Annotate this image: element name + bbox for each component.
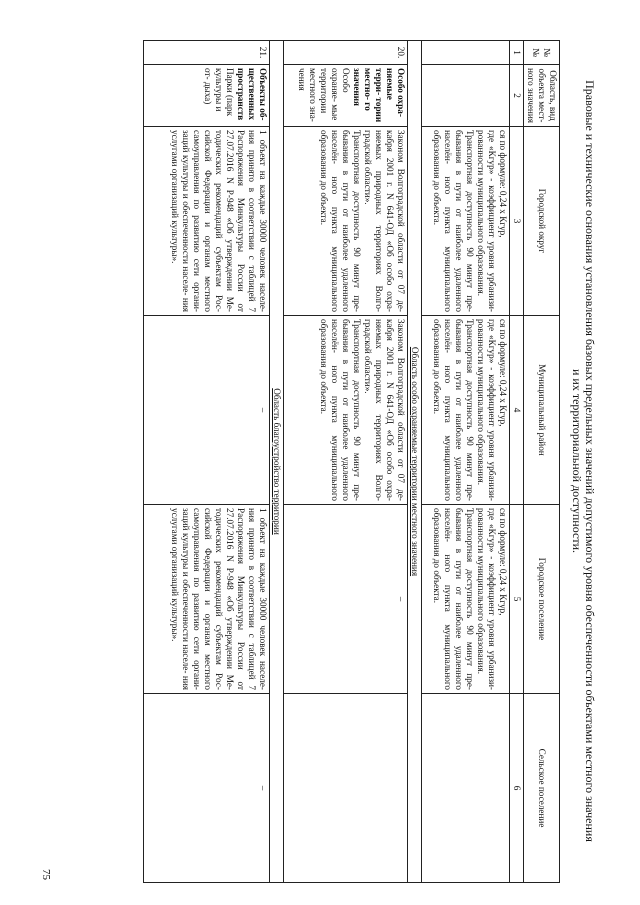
coefficient-text: где «Кгур» - коэффициент уровня урбанизи- рованности муниципального образования. [476,130,497,312]
area-subname: Особо охраняе- мые территории местного зна- чения [297,68,351,122]
title-line-2: и их территориальной доступности. [570,368,584,554]
cell-urban [422,505,510,694]
transport-text: Транспортная доступность 90 минут пре- бывания в пути от наиболее удаленного населён- ного пункта муниципального образования до объекта. [319,130,362,312]
table-row [144,41,270,883]
cell-city [422,127,510,316]
cell-empty [422,65,510,127]
title-line-1: Правовые и технические основания установления базовых предельных значений допустимого уровня обеспеченности объектами местного значения [583,80,597,842]
formula-text: ся по формуле: 0,24 х Кгур, [498,508,508,616]
cell-rural [284,694,408,883]
column-number-row [510,41,524,883]
col-number: 4 [510,316,524,505]
coefficient-text: где «Кгур» - коэффициент уровня урбанизи- рованности муниципального образования. [476,508,497,690]
header-num: № № [524,41,560,65]
cell-city: 1 объект на каждые 30000 человек населе- ния принято в соответствии с таблицей 7 Распоряжения Минкультуры России от 27.07.2016 N Р-948 «Об утверждении Ме- тодических рекомендаций субъектам Рос- сийской Федерации и органам местного самоуправления по развитию сети органи- заций культуры и обеспеченности населе- ния услугами организаций культуры». [144,127,270,316]
header-row [524,41,560,883]
header-urban: Городское поселение [524,505,560,694]
section-row [270,41,284,883]
area-subname: Парки (парк культуры и от- дыха) [203,68,235,117]
cell-district [284,316,408,505]
cell-city [284,127,408,316]
header-area: Область, вид объекта мест- ного значения [524,65,560,127]
law-text: Законом Волгоградской области от 07 де- кабря 2001 г. N 641-ОД «Об особо охра- няемых природных территориях Волго- градской области». [363,319,406,501]
cell-rural: – [144,694,270,883]
col-number: 3 [510,127,524,316]
cell-rural [422,694,510,883]
formula-text: ся по формуле: 0,24 х Кгур, [498,130,508,238]
cell-district [422,316,510,505]
col-number: 1 [510,41,524,65]
cell-urban: 1 объект на каждые 30000 человек населе- ния принято в соответствии с таблицей 7 Распоряжения Минкультуры России от 27.07.2016 N Р-948 «Об утверждении Ме- тодических рекомендаций субъектам Рос- сийской Федерации и органам местного самоуправления по развитию сети органи- заций культуры и обеспеченности населе- ния услугами организаций культуры». [144,505,270,694]
section-heading: Область благоустройство территории [270,41,284,883]
document-title [570,40,596,882]
table-row [284,41,408,883]
cell-area [284,65,408,127]
transport-text: Транспортная доступность 90 минут пре- бывания в пути от наиболее удаленного населён- ного пункта муниципального образования до объекта. [319,319,362,501]
section-row [408,41,422,883]
col-number: 6 [510,694,524,883]
header-district: Муниципальный район [524,316,560,505]
row-number: 21. [144,41,270,65]
col-number: 5 [510,505,524,694]
coefficient-text: где «Кгур» - коэффициент уровня урбанизи- рованности муниципального образования. [476,319,497,501]
table-row-continued [422,41,510,883]
transport-text: Транспортная доступность 90 минут пре- бывания в пути от наиболее удаленного населён- ного пункта муниципального образования до объекта. [432,319,475,501]
transport-text: Транспортная доступность 90 минут пре- бывания в пути от наиболее удаленного населён- ного пункта муниципального образования до объекта. [432,508,475,690]
transport-text: Транспортная доступность 90 минут пре- бывания в пути от наиболее удаленного населён- ного пункта муниципального образования до объекта. [432,130,475,312]
page-content [36,40,596,882]
header-city: Городской округ [524,127,560,316]
area-name: Объекты об- щественных пространств [236,68,268,121]
page-number: 75 [40,869,52,880]
law-text: Законом Волгоградской области от 07 де- кабря 2001 г. N 641-ОД «Об особо охра- няемых природных территориях Волго- градской области». [363,130,406,312]
header-rural: Сельское поселение [524,694,560,883]
col-number: 2 [510,65,524,127]
section-heading: Область особо охраняемые территории местного значения [408,41,422,883]
cell-urban: – [284,505,408,694]
area-name: Особо охра- няемые терри- тории местно- го значения [352,68,406,123]
cell-district: – [144,316,270,505]
formula-text: ся по формуле: 0,24 х Кгур, [498,319,508,427]
row-number: 20. [284,41,408,65]
cell-area [144,65,270,127]
standards-table [143,40,560,883]
cell-empty [422,41,510,65]
